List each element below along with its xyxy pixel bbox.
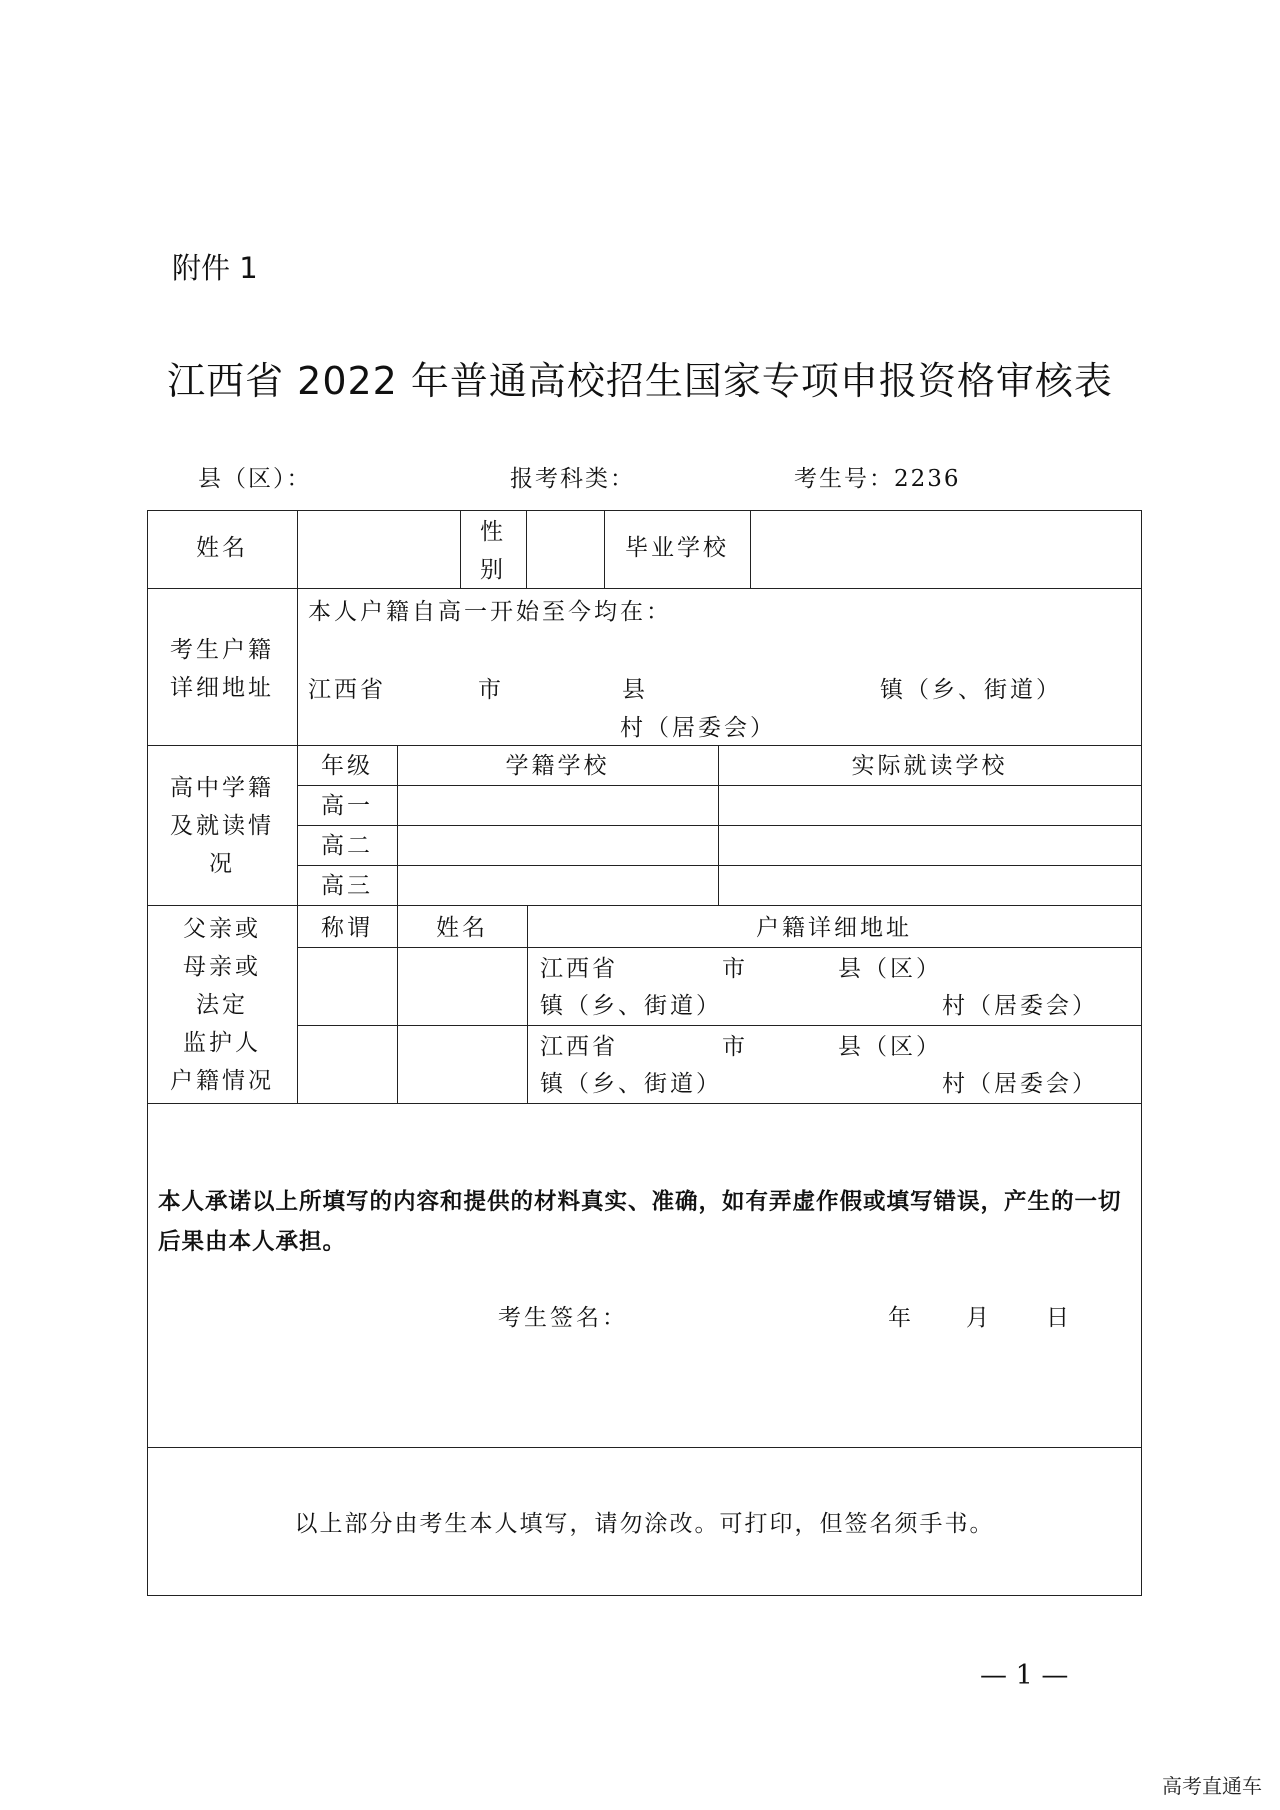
guardian-relation-input-cell[interactable] bbox=[299, 1027, 396, 1102]
guardian-label-line1: 父亲或 bbox=[183, 916, 261, 942]
guardian-label-line3: 法定 bbox=[196, 992, 248, 1018]
registered-school-column-header: 学籍学校 bbox=[505, 753, 610, 779]
guardian-label-line5: 户籍情况 bbox=[170, 1068, 274, 1094]
residence-city: 市 bbox=[478, 677, 504, 703]
gender-label-top: 性 bbox=[480, 519, 506, 545]
registered-school-input-cell[interactable] bbox=[399, 787, 717, 824]
guardian-addr-county: 县（区） bbox=[838, 1034, 942, 1060]
graduation-school-input-cell[interactable] bbox=[752, 512, 1140, 587]
attachment-label: 附件 1 bbox=[172, 251, 258, 285]
date-year-label: 年 bbox=[888, 1305, 914, 1331]
registered-school-input-cell[interactable] bbox=[399, 827, 717, 864]
exam-number-label: 考生号：2236 bbox=[794, 466, 961, 492]
name-label: 姓名 bbox=[196, 535, 248, 561]
guardian-addr-county: 县（区） bbox=[838, 956, 942, 982]
county-field-label: 县（区）： bbox=[198, 466, 312, 492]
guardian-name-input-cell[interactable] bbox=[399, 949, 526, 1024]
signature-label: 考生签名： bbox=[498, 1305, 628, 1331]
residence-county: 县 bbox=[622, 677, 648, 703]
guardian-label-line4: 监护人 bbox=[183, 1030, 261, 1056]
school-status-label-line2: 及就读情 bbox=[170, 813, 274, 839]
residence-statement: 本人户籍自高一开始至今均在： bbox=[308, 599, 672, 625]
guardian-addr-village: 村（居委会） bbox=[942, 1071, 1098, 1097]
guardian-addr-province: 江西省 bbox=[540, 1034, 618, 1060]
actual-school-input-cell[interactable] bbox=[720, 827, 1140, 864]
residence-label-line2: 详细地址 bbox=[170, 675, 274, 701]
relation-column-header: 称谓 bbox=[321, 915, 373, 941]
guardian-addr-town: 镇（乡、街道） bbox=[540, 1071, 722, 1097]
gender-input-cell[interactable] bbox=[528, 512, 603, 587]
residence-province: 江西省 bbox=[308, 677, 386, 703]
form-footnote: 以上部分由考生本人填写，请勿涂改。可打印，但签名须手书。 bbox=[294, 1511, 995, 1537]
school-status-label-line1: 高中学籍 bbox=[170, 775, 274, 801]
grade-row-label: 高一 bbox=[321, 793, 373, 819]
guardian-addr-city: 市 bbox=[722, 956, 748, 982]
guardian-name-input-cell[interactable] bbox=[399, 1027, 526, 1102]
guardian-relation-input-cell[interactable] bbox=[299, 949, 396, 1024]
guardian-label-line2: 母亲或 bbox=[183, 954, 261, 980]
page-number: — 1 — bbox=[980, 1660, 1069, 1691]
category-field-label: 报考科类： bbox=[510, 466, 635, 492]
name-input-cell[interactable] bbox=[299, 512, 459, 587]
grade-row-label: 高三 bbox=[321, 873, 373, 899]
graduation-school-label: 毕业学校 bbox=[625, 535, 729, 561]
gender-label-bottom: 别 bbox=[480, 557, 506, 583]
guardian-addr-village: 村（居委会） bbox=[942, 993, 1098, 1019]
actual-school-input-cell[interactable] bbox=[720, 867, 1140, 904]
guardian-address-column-header: 户籍详细地址 bbox=[756, 915, 912, 941]
signature-input[interactable] bbox=[620, 1300, 870, 1334]
pledge-statement: 本人承诺以上所填写的内容和提供的材料真实、准确，如有弄虚作假或填写错误，产生的一切后果由本人承担。 bbox=[158, 1189, 1122, 1255]
page-title: 江西省 2022 年普通高校招生国家专项申报资格审核表 bbox=[167, 359, 1113, 403]
guardian-name-column-header: 姓名 bbox=[436, 915, 488, 941]
actual-school-column-header: 实际就读学校 bbox=[851, 753, 1008, 779]
residence-village: 村（居委会） bbox=[620, 715, 776, 741]
school-status-label-line3: 况 bbox=[209, 851, 235, 877]
residence-label-line1: 考生户籍 bbox=[170, 637, 274, 663]
actual-school-input-cell[interactable] bbox=[720, 787, 1140, 824]
grade-column-header: 年级 bbox=[321, 753, 373, 779]
residence-town: 镇（乡、街道） bbox=[880, 677, 1062, 703]
registered-school-input-cell[interactable] bbox=[399, 867, 717, 904]
guardian-addr-province: 江西省 bbox=[540, 956, 618, 982]
watermark-text: 高考直通车 bbox=[1162, 1774, 1262, 1798]
date-month-label: 月 bbox=[966, 1305, 992, 1331]
guardian-addr-city: 市 bbox=[722, 1034, 748, 1060]
guardian-addr-town: 镇（乡、街道） bbox=[540, 993, 722, 1019]
date-day-label: 日 bbox=[1046, 1305, 1072, 1331]
grade-row-label: 高二 bbox=[321, 833, 373, 859]
